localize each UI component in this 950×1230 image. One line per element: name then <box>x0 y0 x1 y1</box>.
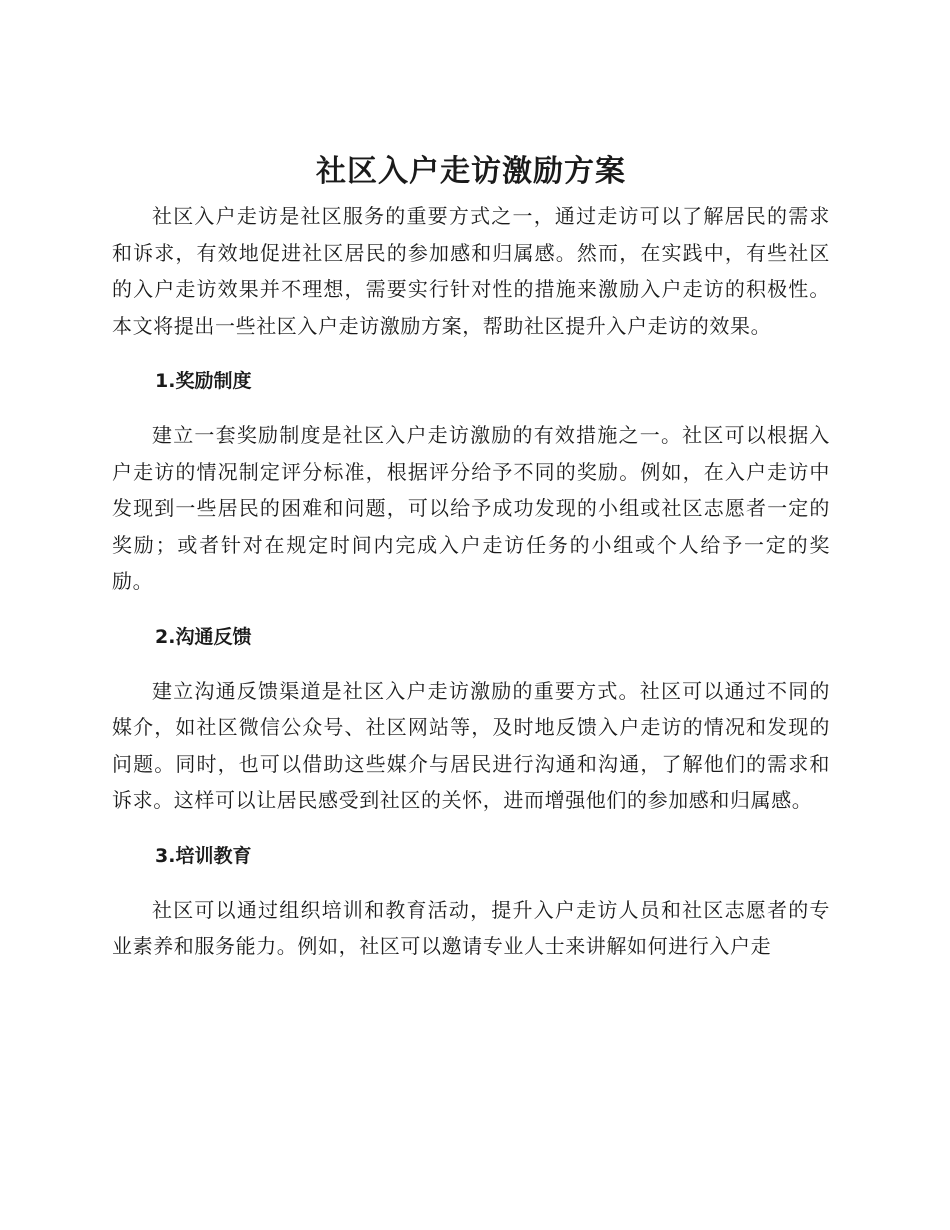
section-heading-training: 3.培训教育 <box>155 844 252 867</box>
section-heading-reward: 1.奖励制度 <box>155 370 252 392</box>
section-heading-feedback: 2.沟通反馈 <box>155 625 252 648</box>
document-title: 社区入户走访激励方案 <box>316 154 626 189</box>
intro-paragraph: 社区入户走访是社区服务的重要方式之一，通过走访可以了解居民的需求和诉求，有效地促进社区居民的参加感和归属感。然而，在实践中，有些社区的入户走访效果并不理想，需要实行针对性的措施来激励入户走访的积极性。本文将提出一些社区入户走访激励方案，帮助社区提升入户走访的效果。 <box>112 204 830 338</box>
section-body-training: 社区可以通过组织培训和教育活动，提升入户走访人员和社区志愿者的专业素养和服务能力。例如，社区可以邀请专业人士来讲解如何进行入户走 <box>112 897 830 958</box>
document-page <box>112 148 830 965</box>
section-body-feedback: 建立沟通反馈渠道是社区入户走访激励的重要方式。社区可以通过不同的媒介，如社区微信公众号、社区网站等，及时地反馈入户走访的情况和发现的问题。同时，也可以借助这些媒介与居民进行沟通和沟通，了解他们的需求和诉求。这样可以让居民感受到社区的关怀，进而增强他们的参加感和归属感。 <box>112 678 830 812</box>
section-body-reward: 建立一套奖励制度是社区入户走访激励的有效措施之一。社区可以根据入户走访的情况制定评分标准，根据评分给予不同的奖励。例如，在入户走访中发现到一些居民的困难和问题，可以给予成功发现的小组或社区志愿者一定的奖励；或者针对在规定时间内完成入户走访任务的小组或个人给予一定的奖励。 <box>112 423 830 593</box>
